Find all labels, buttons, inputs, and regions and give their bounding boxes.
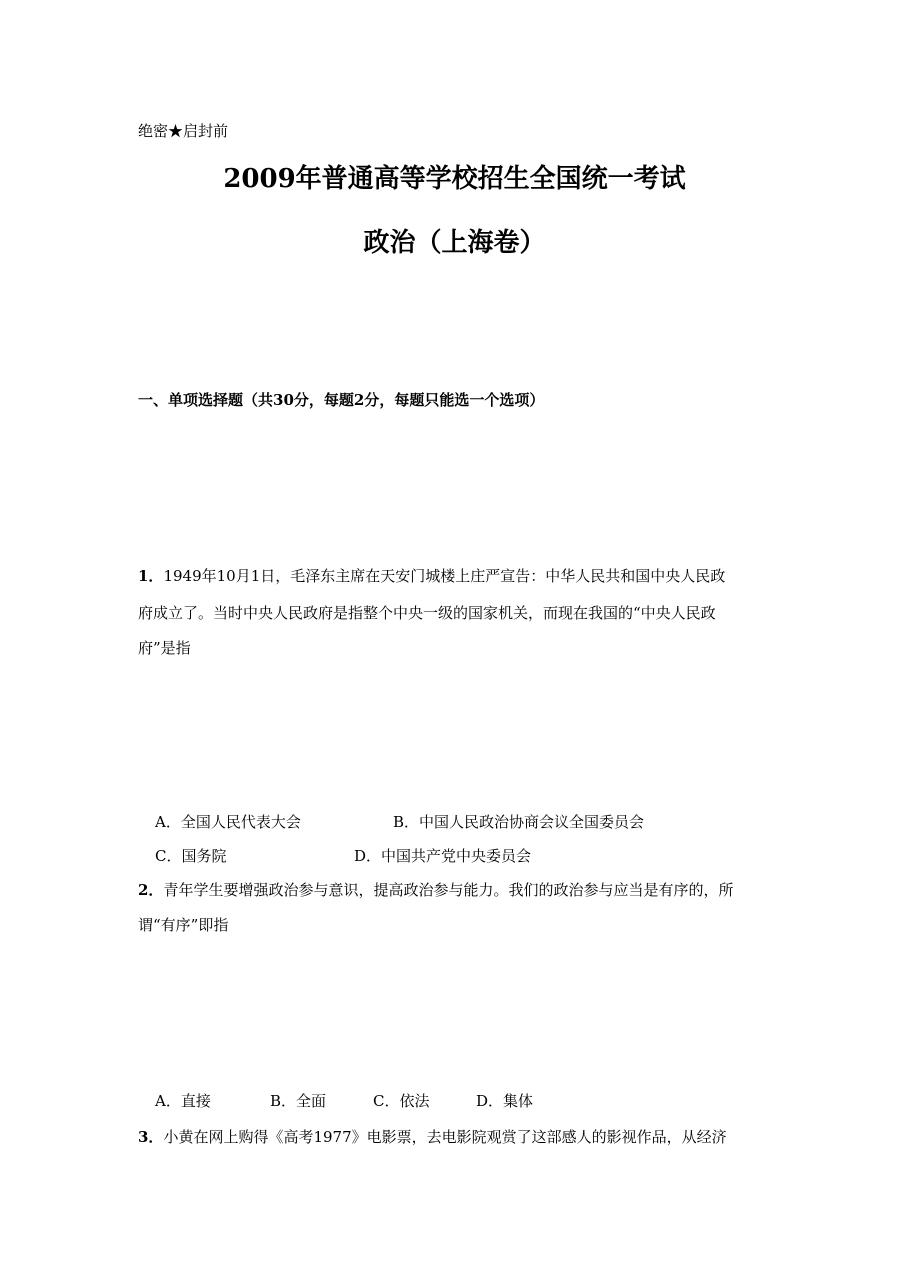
option-c: C．依法 xyxy=(373,1092,430,1110)
option-b: B．全面 xyxy=(270,1092,327,1110)
question-line: 谓“有序”即指 xyxy=(138,916,229,934)
question-line: 府成立了。当时中央人民政府是指整个中央一级的国家机关，而现在我国的“中央人民政 xyxy=(138,604,716,622)
question-line: 府”是指 xyxy=(138,639,191,657)
question-number: 1． xyxy=(138,567,164,585)
option-c: C．国务院 xyxy=(155,847,227,865)
question-line xyxy=(138,880,733,900)
question-text: 1949年10月1日，毛泽东主席在天安门城楼上庄严宣告：中华人民共和国中央人民政 xyxy=(163,567,726,585)
question-text: 小黄在网上购得《高考1977》电影票，去电影院观赏了这部感人的影视作品，从经济 xyxy=(163,1128,727,1146)
question-line xyxy=(138,1127,727,1147)
question-number: 3． xyxy=(138,1128,164,1146)
section-heading: 一、单项选择题（共30分，每题2分，每题只能选一个选项） xyxy=(138,391,545,409)
option-d: D．中国共产党中央委员会 xyxy=(354,847,532,865)
exam-title: 2009年普通高等学校招生全国统一考试 xyxy=(223,164,686,194)
secret-label: 绝密★启封前 xyxy=(138,122,229,140)
question-number: 2． xyxy=(138,881,164,899)
exam-subtitle: 政治（上海卷） xyxy=(363,228,546,258)
option-a: A．直接 xyxy=(155,1092,211,1110)
question-text: 青年学生要增强政治参与意识，提高政治参与能力。我们的政治参与应当是有序的，所 xyxy=(163,881,734,899)
question-line xyxy=(138,566,725,586)
option-d: D．集体 xyxy=(476,1092,534,1110)
option-a: A．全国人民代表大会 xyxy=(155,813,301,831)
option-b: B．中国人民政治协商会议全国委员会 xyxy=(393,813,645,831)
